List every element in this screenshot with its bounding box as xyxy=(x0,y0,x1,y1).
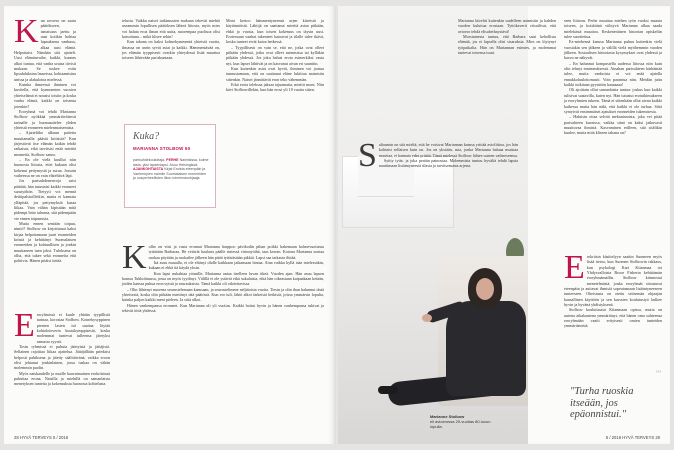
paragraph: – Olin lähtenyt nuorena seurustelemaan kanssaan, ja seurustelimme neljätoista vuotta. Tiesin ja olin ihan halunnut tästä yhteisestä, koska olin pitkään miettinyt tätä päätöstä. Kun ero tuli, lähtö alkoi tärkeistä hetkistä, joissa ymmärsin lopulta, kuinka paljon kaikki meni pieleen. Ja siitä alkoi. xyxy=(122,286,324,303)
paragraph: Syitty tytär, ja joka perään painostaa. Molemmista tuntuu hyvältä tehdä lapsia nauttimaan lisääntyneestä tilasta ja tarvitsemasta arjesta. xyxy=(378,158,518,169)
paragraph: Oli ajoittain ollut samanlaista tuntua: joskus kun kaikki tulisivat saatavilla, kuten nyt. Hän tutustui erotutkimukseen ja eroryhmien tukeen. Tämä ei sittenkään ollut aivan kaikki kaikessa mutta hän näki, että kaikki ei ole turhaa. Siitä syntyivät ensimmäiset ajatukset eronneiden tukemisesta. xyxy=(564,87,662,114)
paragraph: Mutta ennen sentään toipuu, nimiö? Stolbow on kirjoittanut kaksi kirjaa helpottamaan juuri eronneiden kriisiä ja kehittänyt Suomalaisen eronneiden ja kohtuullisen ja jonkin muuttaneen tuen joksi. Tuloksena on ollut, että tukee sekä eronneita että pohtivia. Hänen pitäisi tietää. xyxy=(14,221,76,264)
right-page xyxy=(338,6,670,444)
paragraph: Kuinka ihmeessä ihminen voi kuvitella, että kymmenien vuosien yhteiselämä ei nousisi toisiin ja koska vanha elämä, kaikki on toisensa jotenkin? xyxy=(14,82,76,109)
right-column-bottom-right xyxy=(564,249,662,329)
paragraph: – En ole vielä kuullut niin huonosta liitosta, ettei kukaan olisi kokenut pettymystä ja surua. Jossain vaiheessa ne on vain eläteltävä läpi. xyxy=(14,156,76,178)
left-page xyxy=(4,6,336,444)
portrait-photo xyxy=(338,6,528,444)
paragraph: Jos parisuhdeneuvoja saisi päättää, hän tutustaisi kaikki eronneet surutyöhön. Tietyyti voi mennä deittipalstoilleikin, mutta ei kannata ylläpitää, jos pettymyksiä kasaa liikaa. Vain vähän kipistään mitä pidempi hitto tahansa, sitä pidempään vie ennen toipumista. xyxy=(14,178,76,221)
profile-info: parisuhdekouluttaja, PERHE Naimisissa, kolme lasta, yksi lapsenlapsi. Asuu Helsingissä. AJANKOHTAISTA Kirjat Eroista eteenpäin ja Vanhempien naimiin Suomalaisen eronneiden ja uusperheellisten liiton toiminnanohjaaja xyxy=(133,158,209,181)
paragraph: un arvoero on saatu päätökseen, ismaisuus jaettu ja uusi kotikin hohtaa lupauksena vanhuus, alkaa uusi elämä. Helpottaisi. Nämhän sitä ajatteli. Uusi elämänvaihe, kaikki, kunnes alkoi tuntua, että vanha uraisa tiivisti mukaan. Se tuskee esiin lipsahduksina lauseissa, kohtaamisina unissa ja alakuloina mielessä. xyxy=(14,18,76,82)
paragraph: Moni kertoo hämmentyneensä arjen kiireistä ja käytännöistä. Lähtijä on saattanut miettiä asiaa pitkään, ehkä jo vuosia, kun toisen kokemus on täysin uusi. Erotessaan vanhat rakenteet katoavat ja tilalle tulee ikävä, koska tunteet eivät katoa hetkessä. xyxy=(226,18,324,45)
paragraph: Kun lapsi nukahtaa yöunille, Marianna antaa itselleen luvan itkeä. Vuoden ajan. Hän asuu lapsen kanssa Tukholmassa, jossa on myös tyydinyt. Välillä ei ole ystäviä eikä sukulaisia, eikä hän oikeastaan kaipaakaan ketään, joiden kanssa puhua eron syistä ja seurauksista. Tämä kaikki oli odotettavissa. xyxy=(122,270,324,287)
paragraph: Eroryhmä voi tehdä Marianna Stolbow nyökkää ymmärtäväisesti tarinalle ja huomauttelee yhden yhteistä eronneen mielenmaisemista. xyxy=(14,108,76,130)
paragraph: Myös naiskaudelle ja muille kaavaimainen erokriisinsä puhuttaa erona, Naisilla ja miehillä on samanlaisia menetyksen tunteita ja kokemuksia huonosta kohtelusta. xyxy=(14,370,110,387)
profile-heading: Kuka? xyxy=(133,131,160,142)
paragraph: – Tyypillisesti on vain se, että ne, jotka ovat olleet pitkään yhdessä, jotka ovat olleet naimisissa tai kylläkin pitkään yhdessä. Jos joku halusi erota esimerkiksi vasta nyt, kun lapset lähtivät ja on kasvanut aivan eri suuntiin. xyxy=(226,44,324,66)
left-column-3 xyxy=(226,18,324,93)
paragraph: – Ajattelitko alkuun paitetta muuttamalla päästä kriisistä? Kun järjestävät itse elämän kaikin tehdä ratkaisut, eikä tarvitsisi enää miettiä menneitä, Stolbow sanoo. xyxy=(14,130,76,157)
drop-cap: E xyxy=(564,249,585,286)
paragraph: telusta. Vaikka naiset tutkimusten mukaan tekevät miehiä useammin lopullisen päätöksen lähteä liitosta, myös mies voi haluta eroa ilman että uutta, nuorempaa puolisoa olisi katsottuna – mikä klisee sekin! xyxy=(122,18,220,40)
paragraph: Kun kuitenkin asiat ovat hyviä, ihminen voi joutua tunnustamaan, että on saattanut eläne lukittua naimisiin sittenkin. Naiset jännittävät eron teko vähemmän. xyxy=(226,66,324,82)
continue-marker: ››› xyxy=(656,369,661,375)
paragraph: roryhmissä ei kuule yhtään tyypillistä tarinaa, korostaa Stolbow. Koinekysyppinen pienten lasten isä saattaa löytää kohtalotoverin kuusikymppisestä, koska molemmat tuntevat tulleensa jätetyksi samasta syystä. xyxy=(36,312,110,344)
right-column-top-right xyxy=(564,18,662,136)
drop-cap: K xyxy=(122,239,147,276)
paragraph: Marianna kiirehti kuitenkin uudelleen naimisiin ja kahden vuoden kuluttua erostaan. Tyttökaverit vitsailivat, että avioero tehdä elisabethaystävä! xyxy=(458,18,556,34)
left-column-2b xyxy=(122,239,324,314)
paragraph: Hänen vanhempansa eronneet. Kun Marianna oli yli vuotias. Kaikki hoitui hyvin ja hänen vanhempansa tukivat ja tekivät töitä yhdessä. xyxy=(122,302,324,314)
person-face-shape xyxy=(476,278,494,300)
paragraph: Morsiamesta tuntuu, että Barbara saisi kehollista elämää, jos ei lapsella olisi sisaruksia. Mies on löytynyt työpaikalta. Hän on Mariannan esimies, ja molemmat tuntevat toisensa tuuri. xyxy=(458,34,556,56)
left-column-1 xyxy=(14,13,76,264)
paragraph: Tosin ryhmissä ei puhuta jätetyistä ja jättäjistä. Sellainen rajoittaa liikaa ajattelua. Jättäjällään priedaisi helposti pahiksena ja jätetty säälittävänä, vaikka eroon olisi johtanut jonkinlainen, jossa tuskaa on vähän molemmin puolin. xyxy=(14,344,110,371)
profile-box xyxy=(124,124,216,208)
paragraph: – En halunnut kompastella uudessa liitossa niin kuin olin tehnyt ensimmäisessä. Ainahan parisuhteen kärhämää tulee, mutta vanhoista ei voi enää ajatella ennakkoluulottomasti. Voin parantua niin. Meidän juttu kaikki tutkitaan pyyntöön kaaaaaaa! xyxy=(564,60,662,88)
paragraph: olho on viisi ja vasta eronnut Marianna harppoo pävikodin pihan poikki hakemaan kolmevuotiasta tytärtään Barbaraa. He vetävät haalaria päälle rintessä virinnyöihä, taas kerran. Kotona Marianna nostaa ruokaa pöytään ja ruokailee jälkeen hän pitää tyttärästään pikkiä. Lapsi saa tarkasta iltitää. xyxy=(148,244,324,260)
left-column-2 xyxy=(122,18,220,61)
pull-quote: "Turha ruoskia itseään, jos epäonnistui." xyxy=(570,386,634,420)
person-body-shape xyxy=(446,301,526,396)
profile-name: MARIANNA STOLBOW 50 xyxy=(133,146,191,151)
page-folio-left: 28 HYVÄ TERVEYS 5 / 2016 xyxy=(14,435,69,440)
paragraph: Kun takana on kaksi kolmekymmentä yhteistä vuotta, ilmassa on usein syvät asiat ja kaikki. Hämmentävää on, jos elämän tyyppisesti ovatkin yhteydessä lisää muuttoa toiseen lähtevään pariskuntaan. xyxy=(122,39,220,61)
right-column-top-left xyxy=(458,18,556,55)
paragraph: Ex-miehensä kanssa Marianna puhuu kuitenkin vielä vuosiakin sen jälkeen ja välillä vielä myöhemmin vuoden jälkeen. Sosiaalisen historiasta kysymykset ovat yhdessä ja kasvu ne näkyvät. xyxy=(564,39,662,61)
paragraph: Erkä erota teleksaa jaksaa tajuamatta, miettii moni. Niin kävi Stolbowillekin, kun hän erosi yli 10 vuotta sitten. xyxy=(226,82,324,93)
right-column-intro xyxy=(358,137,518,174)
paragraph: rokriisin käsittelyyn saattin Suomeen myös lisää tietoa, kun Suomen Stolbowin rakkaus, kun psykologi Kari Kiianmaa toi Yhdysvalloista Bruce Fisherin kehittämän eroryhmämallin. Stolbow kiinnostui menetelmästä, jonka eroryhmät sitoutuvat eteenpäin ja auttavat ihmisiä sopeutumaan lisääntyneeseen tunteeseen. Oheistasta on otettu seitsemän ohjaajan kansallinen käyttöön ja sen kurssien koulutustyö kulkee hyvin ja hyvänä yhdistyksenä. xyxy=(564,254,662,308)
drop-cap: K xyxy=(14,13,39,50)
paragraph: – Haluisin ottaa selvää mekanismista, joka vei pitää parisuhteen kuosissa, vaikka siinä on kaksi jatkuvasti muuttuvaa ihmistä. Kasvaminen erilleen, sitä sitälikin kuulee, mutta mitä kliseen takana on? xyxy=(564,114,662,136)
person-hand-shape xyxy=(422,314,432,322)
drop-cap: S xyxy=(358,137,377,174)
paragraph: Isä asuu muualla, ei ole ehtinyt tilalle kaikkaan jatkamaan hintaa. Aina vaikka kyllä isän mielessäkin, kukaan ei ehkä tiä käydä yksin. xyxy=(148,260,324,271)
paragraph: Stolbow kouluttautui Kiianmaan opissa, mutta on uutena aikakautena ymmärtänyt, että hänen oma suhteensa eroryhmään vaatii erityisesti omien tunteiden ymmärtämistä. xyxy=(564,307,662,329)
page-folio-right: 5 / 2016 HYVÄ TERVEYS 29 xyxy=(605,435,660,440)
left-column-1b xyxy=(14,307,110,387)
photo-caption: Marianne Stolbow eli avioerossa 29-vuotias 80-luvun lopulla. xyxy=(430,414,491,429)
paragraph: altaamin on sitä mieltä, että he voisivat Mariannan kanssa yrittää avioliittoa, jos hän kohtaisi sellaisen kuin on. Jos on yksiään, asia, jonka Marianna haluaa muistaa muuttaa, ei kannata edes yrittää. Tämä mielessä Stolbow lähtee uuteen vaiheeseensa. xyxy=(378,142,518,158)
drop-cap: E xyxy=(14,307,35,344)
paragraph: seen liittoon. Perhe muuttaa miehen työn vuoksi maasta toiseen, ja kotiäitinä viihtyvä Marianna alkaa saada mielekästä muuttoa. Keskeneräinen historian opiskeliin tulee suoritettua. xyxy=(564,18,662,40)
person-feet-shape xyxy=(378,386,398,394)
